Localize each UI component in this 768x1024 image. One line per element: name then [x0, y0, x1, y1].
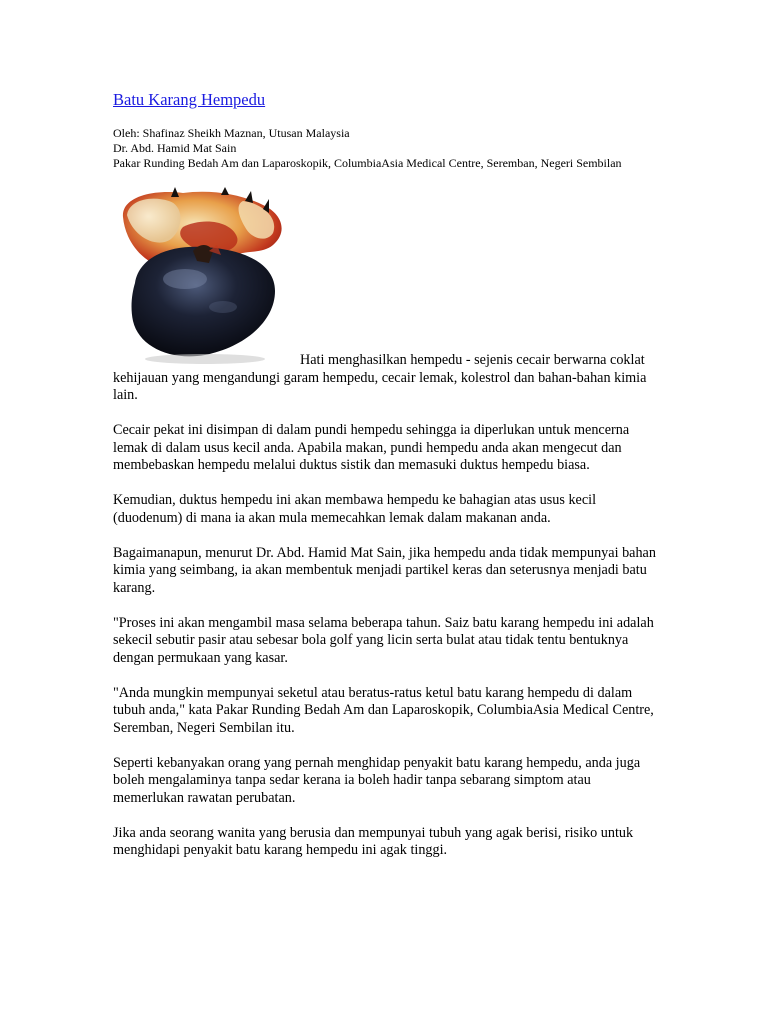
paragraph-6: "Anda mungkin mempunyai seketul atau beratus-ratus ketul batu karang hempedu di dalam tubuh anda," kata Pakar Runding Bedah Am dan Laparoskopik, ColumbiaAsia Medical Centre, Seremban, Negeri Sembilan itu. [113, 684, 654, 736]
byline-author: Oleh: Shafinaz Sheikh Maznan, Utusan Malaysia [113, 126, 350, 140]
paragraph-2: Cecair pekat ini disimpan di dalam pundi hempedu sehingga ia diperlukan untuk mencerna lemak di dalam usus kecil anda. Apabila makan, pundi hempedu anda akan mengecut dan membebaskan hempedu melalui duktus sistik dan memasuki duktus hempedu biasa. [113, 422, 630, 473]
paragraph-4: Bagaimanapun, menurut Dr. Abd. Hamid Mat Sain, jika hempedu anda tidak mempunyai bahan kimia yang seimbang, ia akan membentuk menjadi partikel keras dan seterusnya menjadi batu karang. [113, 544, 656, 596]
paragraph-8: Jika anda seorang wanita yang berusia dan mempunyai tubuh yang agak berisi, risiko untuk menghidapi penyakit batu karang hempedu ini agak tinggi. [113, 824, 634, 858]
paragraph-3: Kemudian, duktus hempedu ini akan membawa hempedu ke bahagian atas usus kecil (duodenum) di mana ia akan mula memecahkan lemak dalam makanan anda. [113, 492, 597, 526]
paragraph-5: "Proses ini akan mengambil masa selama beberapa tahun. Saiz batu karang hempedu ini adalah sekecil sebutir pasir atau sebesar bola golf yang licin serta bulat atau tidak tentu bentuknya dengan permukaan yang kasar. [113, 614, 654, 666]
paragraph-1-text: Hati menghasilkan hempedu - sejenis cecair berwarna coklat kehijauan yang mengandungi garam hempedu, cecair lemak, kolestrol dan bahan-bahan kimia lain. [113, 352, 647, 403]
byline-affiliation: Pakar Runding Bedah Am dan Laparoskopik, ColumbiaAsia Medical Centre, Seremban, Negeri Sembilan [113, 156, 622, 170]
gallstone-illustration [113, 187, 301, 367]
article-body [113, 352, 658, 877]
article-title-link[interactable]: Batu Karang Hempedu [113, 90, 266, 109]
paragraph-1 [113, 352, 658, 405]
gallstone-photo [113, 187, 301, 367]
byline [113, 126, 622, 171]
byline-doctor: Dr. Abd. Hamid Mat Sain [113, 141, 237, 155]
paragraph-7: Seperti kebanyakan orang yang pernah menghidap penyakit batu karang hempedu, anda juga boleh mengalaminya tanpa sedar kerana ia boleh hadir tanpa sebarang simptom atau memerlukan rawatan perubatan. [113, 754, 641, 806]
